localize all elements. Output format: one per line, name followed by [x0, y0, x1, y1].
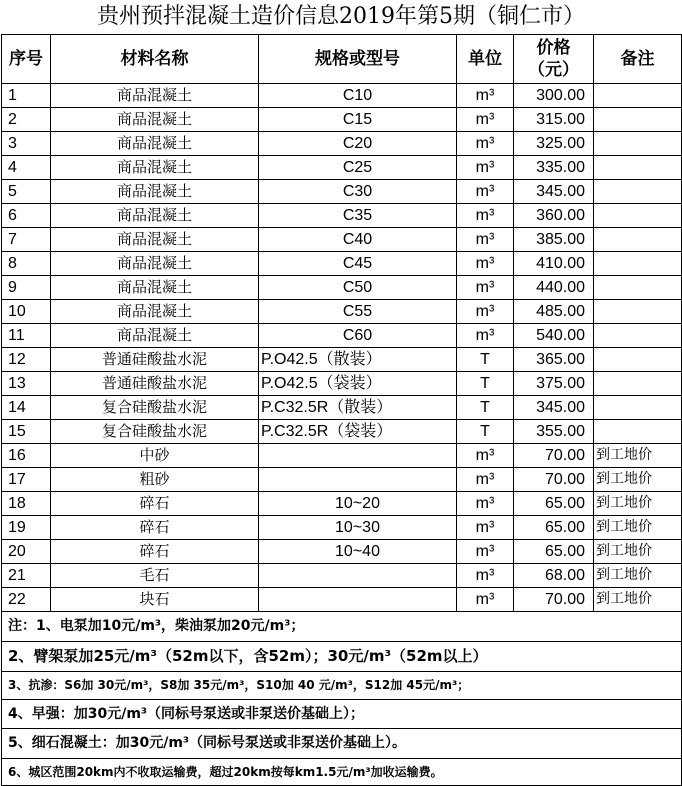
note-1: 注：1、电泵加10元/m³，柴油泵加20元/m³； — [2, 612, 682, 642]
row-spec: C55 — [259, 300, 457, 324]
row-unit: m³ — [457, 540, 514, 564]
row-spec: P.O42.5（袋装） — [259, 372, 457, 396]
table-row — [2, 84, 682, 108]
row-index: 20 — [2, 540, 51, 564]
row-unit: m³ — [457, 180, 514, 204]
row-index: 11 — [2, 324, 51, 348]
row-material-name: 商品混凝土 — [51, 156, 259, 180]
table-row — [2, 444, 682, 468]
row-note: 到工地价 — [594, 468, 682, 492]
table-row — [2, 276, 682, 300]
row-unit: m³ — [457, 228, 514, 252]
row-index: 18 — [2, 492, 51, 516]
row-price: 540.00 — [514, 324, 594, 348]
row-price: 410.00 — [514, 252, 594, 276]
row-unit: m³ — [457, 300, 514, 324]
row-unit: m³ — [457, 108, 514, 132]
row-material-name: 商品混凝土 — [51, 276, 259, 300]
row-note — [594, 156, 682, 180]
row-material-name: 商品混凝土 — [51, 252, 259, 276]
row-unit: m³ — [457, 204, 514, 228]
row-note — [594, 180, 682, 204]
row-index: 5 — [2, 180, 51, 204]
row-material-name: 毛石 — [51, 564, 259, 588]
row-index: 3 — [2, 132, 51, 156]
note-row — [2, 700, 682, 729]
row-spec: C15 — [259, 108, 457, 132]
row-spec — [259, 444, 457, 468]
row-unit: m³ — [457, 252, 514, 276]
row-index: 7 — [2, 228, 51, 252]
header-row — [2, 35, 682, 84]
row-spec: P.C32.5R（散装） — [259, 396, 457, 420]
row-note — [594, 108, 682, 132]
row-note: 到工地价 — [594, 516, 682, 540]
row-index: 22 — [2, 588, 51, 612]
row-index: 4 — [2, 156, 51, 180]
note-row — [2, 729, 682, 759]
note-row — [2, 759, 682, 786]
note-4: 4、早强：加30元/m³（同标号泵送或非泵送价基础上）； — [2, 700, 682, 729]
header-index: 序号 — [2, 35, 51, 84]
row-spec: 10~20 — [259, 492, 457, 516]
row-note: 到工地价 — [594, 444, 682, 468]
row-unit: m³ — [457, 444, 514, 468]
table-row — [2, 516, 682, 540]
row-note: 到工地价 — [594, 564, 682, 588]
table-row — [2, 132, 682, 156]
note-row — [2, 612, 682, 642]
row-note: 到工地价 — [594, 588, 682, 612]
table-row — [2, 156, 682, 180]
table-row — [2, 372, 682, 396]
row-note — [594, 228, 682, 252]
row-material-name: 复合硅酸盐水泥 — [51, 420, 259, 444]
row-unit: m³ — [457, 564, 514, 588]
row-index: 12 — [2, 348, 51, 372]
table-row — [2, 468, 682, 492]
table-row — [2, 396, 682, 420]
row-material-name: 商品混凝土 — [51, 180, 259, 204]
row-material-name: 商品混凝土 — [51, 300, 259, 324]
row-unit: m³ — [457, 324, 514, 348]
row-spec: C50 — [259, 276, 457, 300]
row-material-name: 碎石 — [51, 540, 259, 564]
row-index: 16 — [2, 444, 51, 468]
row-spec: C25 — [259, 156, 457, 180]
row-unit: T — [457, 396, 514, 420]
row-price: 365.00 — [514, 348, 594, 372]
row-note — [594, 276, 682, 300]
row-spec: C35 — [259, 204, 457, 228]
row-index: 19 — [2, 516, 51, 540]
row-price: 355.00 — [514, 420, 594, 444]
row-note: 到工地价 — [594, 540, 682, 564]
row-unit: m³ — [457, 84, 514, 108]
row-unit: m³ — [457, 156, 514, 180]
table-row — [2, 540, 682, 564]
row-price: 345.00 — [514, 396, 594, 420]
header-price-line2: （元） — [528, 60, 579, 80]
row-spec: P.O42.5（散装） — [259, 348, 457, 372]
row-material-name: 粗砂 — [51, 468, 259, 492]
row-note — [594, 132, 682, 156]
row-price: 335.00 — [514, 156, 594, 180]
row-note — [594, 204, 682, 228]
row-index: 15 — [2, 420, 51, 444]
price-table — [1, 34, 682, 786]
row-spec: C20 — [259, 132, 457, 156]
row-index: 14 — [2, 396, 51, 420]
note-row — [2, 672, 682, 700]
row-price: 68.00 — [514, 564, 594, 588]
row-spec: C30 — [259, 180, 457, 204]
row-index: 1 — [2, 84, 51, 108]
row-material-name: 商品混凝土 — [51, 228, 259, 252]
row-spec: C40 — [259, 228, 457, 252]
row-unit: m³ — [457, 468, 514, 492]
note-3: 3、抗渗：S6加 30元/m³，S8加 35元/m³，S10加 40 元/m³，S12加 45元/m³； — [2, 672, 682, 700]
row-spec: C60 — [259, 324, 457, 348]
row-price: 315.00 — [514, 108, 594, 132]
row-material-name: 商品混凝土 — [51, 108, 259, 132]
row-material-name: 商品混凝土 — [51, 84, 259, 108]
row-material-name: 普通硅酸盐水泥 — [51, 372, 259, 396]
row-spec: 10~30 — [259, 516, 457, 540]
row-material-name: 商品混凝土 — [51, 324, 259, 348]
row-material-name: 商品混凝土 — [51, 204, 259, 228]
row-spec: 10~40 — [259, 540, 457, 564]
row-note — [594, 324, 682, 348]
table-row — [2, 180, 682, 204]
table-row — [2, 420, 682, 444]
table-row — [2, 348, 682, 372]
header-unit: 单位 — [457, 35, 514, 84]
row-index: 17 — [2, 468, 51, 492]
row-spec — [259, 564, 457, 588]
row-material-name: 碎石 — [51, 492, 259, 516]
row-price: 70.00 — [514, 588, 594, 612]
note-6: 6、城区范围20km内不收取运输费，超过20km按每km1.5元/m³加收运输费。 — [2, 759, 682, 786]
row-note — [594, 396, 682, 420]
header-spec: 规格或型号 — [259, 35, 457, 84]
row-note — [594, 252, 682, 276]
row-note — [594, 84, 682, 108]
row-index: 8 — [2, 252, 51, 276]
row-material-name: 商品混凝土 — [51, 132, 259, 156]
header-note: 备注 — [594, 35, 682, 84]
table-row — [2, 108, 682, 132]
note-2: 2、臂架泵加25元/m³（52m以下，含52m）；30元/m³（52m以上） — [2, 642, 682, 672]
row-material-name: 普通硅酸盐水泥 — [51, 348, 259, 372]
row-price: 65.00 — [514, 492, 594, 516]
table-row — [2, 300, 682, 324]
row-price: 345.00 — [514, 180, 594, 204]
table-row — [2, 228, 682, 252]
row-unit: m³ — [457, 276, 514, 300]
row-spec: P.C32.5R（袋装） — [259, 420, 457, 444]
row-note: 到工地价 — [594, 492, 682, 516]
row-unit: m³ — [457, 588, 514, 612]
row-spec: C10 — [259, 84, 457, 108]
row-note — [594, 372, 682, 396]
row-price: 375.00 — [514, 372, 594, 396]
page-title: 贵州预拌混凝土造价信息2019年第5期（铜仁市） — [97, 4, 585, 29]
row-note — [594, 420, 682, 444]
row-material-name: 中砂 — [51, 444, 259, 468]
row-price: 300.00 — [514, 84, 594, 108]
row-unit: T — [457, 420, 514, 444]
row-unit: m³ — [457, 132, 514, 156]
table-row — [2, 564, 682, 588]
row-price: 65.00 — [514, 540, 594, 564]
row-index: 10 — [2, 300, 51, 324]
row-unit: m³ — [457, 492, 514, 516]
row-price: 65.00 — [514, 516, 594, 540]
notes-section — [2, 612, 682, 786]
row-unit: m³ — [457, 516, 514, 540]
row-index: 6 — [2, 204, 51, 228]
table-row — [2, 588, 682, 612]
row-material-name: 复合硅酸盐水泥 — [51, 396, 259, 420]
row-index: 13 — [2, 372, 51, 396]
row-index: 2 — [2, 108, 51, 132]
row-spec — [259, 588, 457, 612]
row-price: 385.00 — [514, 228, 594, 252]
table-row — [2, 204, 682, 228]
row-unit: T — [457, 348, 514, 372]
table-row — [2, 492, 682, 516]
row-material-name: 碎石 — [51, 516, 259, 540]
row-price: 360.00 — [514, 204, 594, 228]
table-row — [2, 324, 682, 348]
row-price: 70.00 — [514, 444, 594, 468]
row-index: 9 — [2, 276, 51, 300]
header-name: 材料名称 — [51, 35, 259, 84]
header-price — [514, 35, 594, 84]
header-price-line1: 价格 — [536, 38, 571, 58]
row-spec: C45 — [259, 252, 457, 276]
row-note — [594, 300, 682, 324]
row-spec — [259, 468, 457, 492]
note-5: 5、细石混凝土：加30元/m³（同标号泵送或非泵送价基础上）。 — [2, 729, 682, 759]
row-unit: T — [457, 372, 514, 396]
row-index: 21 — [2, 564, 51, 588]
row-price: 325.00 — [514, 132, 594, 156]
row-price: 485.00 — [514, 300, 594, 324]
note-row — [2, 642, 682, 672]
row-price: 70.00 — [514, 468, 594, 492]
row-price: 440.00 — [514, 276, 594, 300]
row-material-name: 块石 — [51, 588, 259, 612]
table-row — [2, 252, 682, 276]
row-note — [594, 348, 682, 372]
